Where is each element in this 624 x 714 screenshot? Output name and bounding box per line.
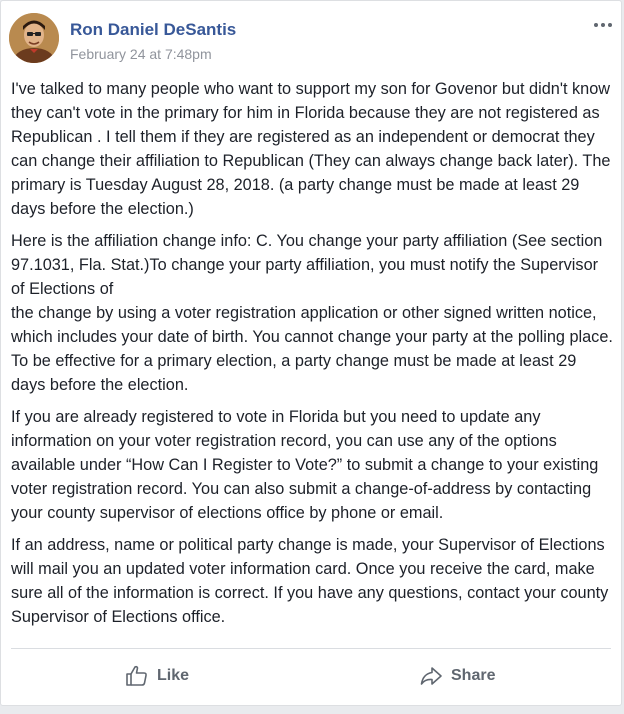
thumbs-up-icon <box>125 664 149 688</box>
like-button[interactable] <box>125 653 189 699</box>
post-body <box>11 77 613 637</box>
share-button[interactable] <box>419 653 495 699</box>
like-label: Like <box>157 667 190 684</box>
share-arrow-icon <box>419 664 443 688</box>
more-options-button[interactable] <box>591 15 615 35</box>
avatar-image <box>9 13 59 63</box>
post-paragraph-3: the change by using a voter registration application or other signed written notice, which includes your date of birth. You cannot change your party at the polling place. To be effective for a primary election, a party change must be made at least 29 days before the election. <box>11 304 613 394</box>
post-timestamp[interactable]: February 24 at 7:48pm <box>70 46 212 62</box>
post-actions <box>11 653 611 699</box>
post-paragraph-1: I've talked to many people who want to support my son for Govenor but didn't know they can't vote in the primary for him in Florida because they are not registered as Republican . I tell them if they are registered as an independent or democrat they can change their affiliation to Republican (They can always change back later). The primary is Tuesday August 28, 2018. (a party change must be made at least 29 days before the election.) <box>11 80 611 218</box>
author-avatar[interactable] <box>9 13 59 63</box>
post-header <box>9 13 615 69</box>
post-paragraph-4: If you are already registered to vote in Florida but you need to update any information on your voter registration record, you can use any of the options available under “How Can I Register to Vote?” to submit a change to your existing voter registration record. You can also submit a change-of-address by contacting your county supervisor of elections office by phone or email. <box>11 408 599 522</box>
share-label: Share <box>451 667 496 684</box>
actions-divider <box>11 648 611 649</box>
ellipsis-icon <box>593 22 613 28</box>
post-paragraph-5: If an address, name or political party change is made, your Supervisor of Elections will mail you an updated voter information card. Once you receive the card, make sure all of the information is correct. If you have any questions, contact your county Supervisor of Elections office. <box>11 536 609 626</box>
author-name[interactable]: Ron Daniel DeSantis <box>70 20 237 39</box>
post-paragraph-2: Here is the affiliation change info: C. You change your party affiliation (See section 97.1031, Fla. Stat.)To change your party affiliation, you must notify the Supervisor of Elections of <box>11 232 603 298</box>
